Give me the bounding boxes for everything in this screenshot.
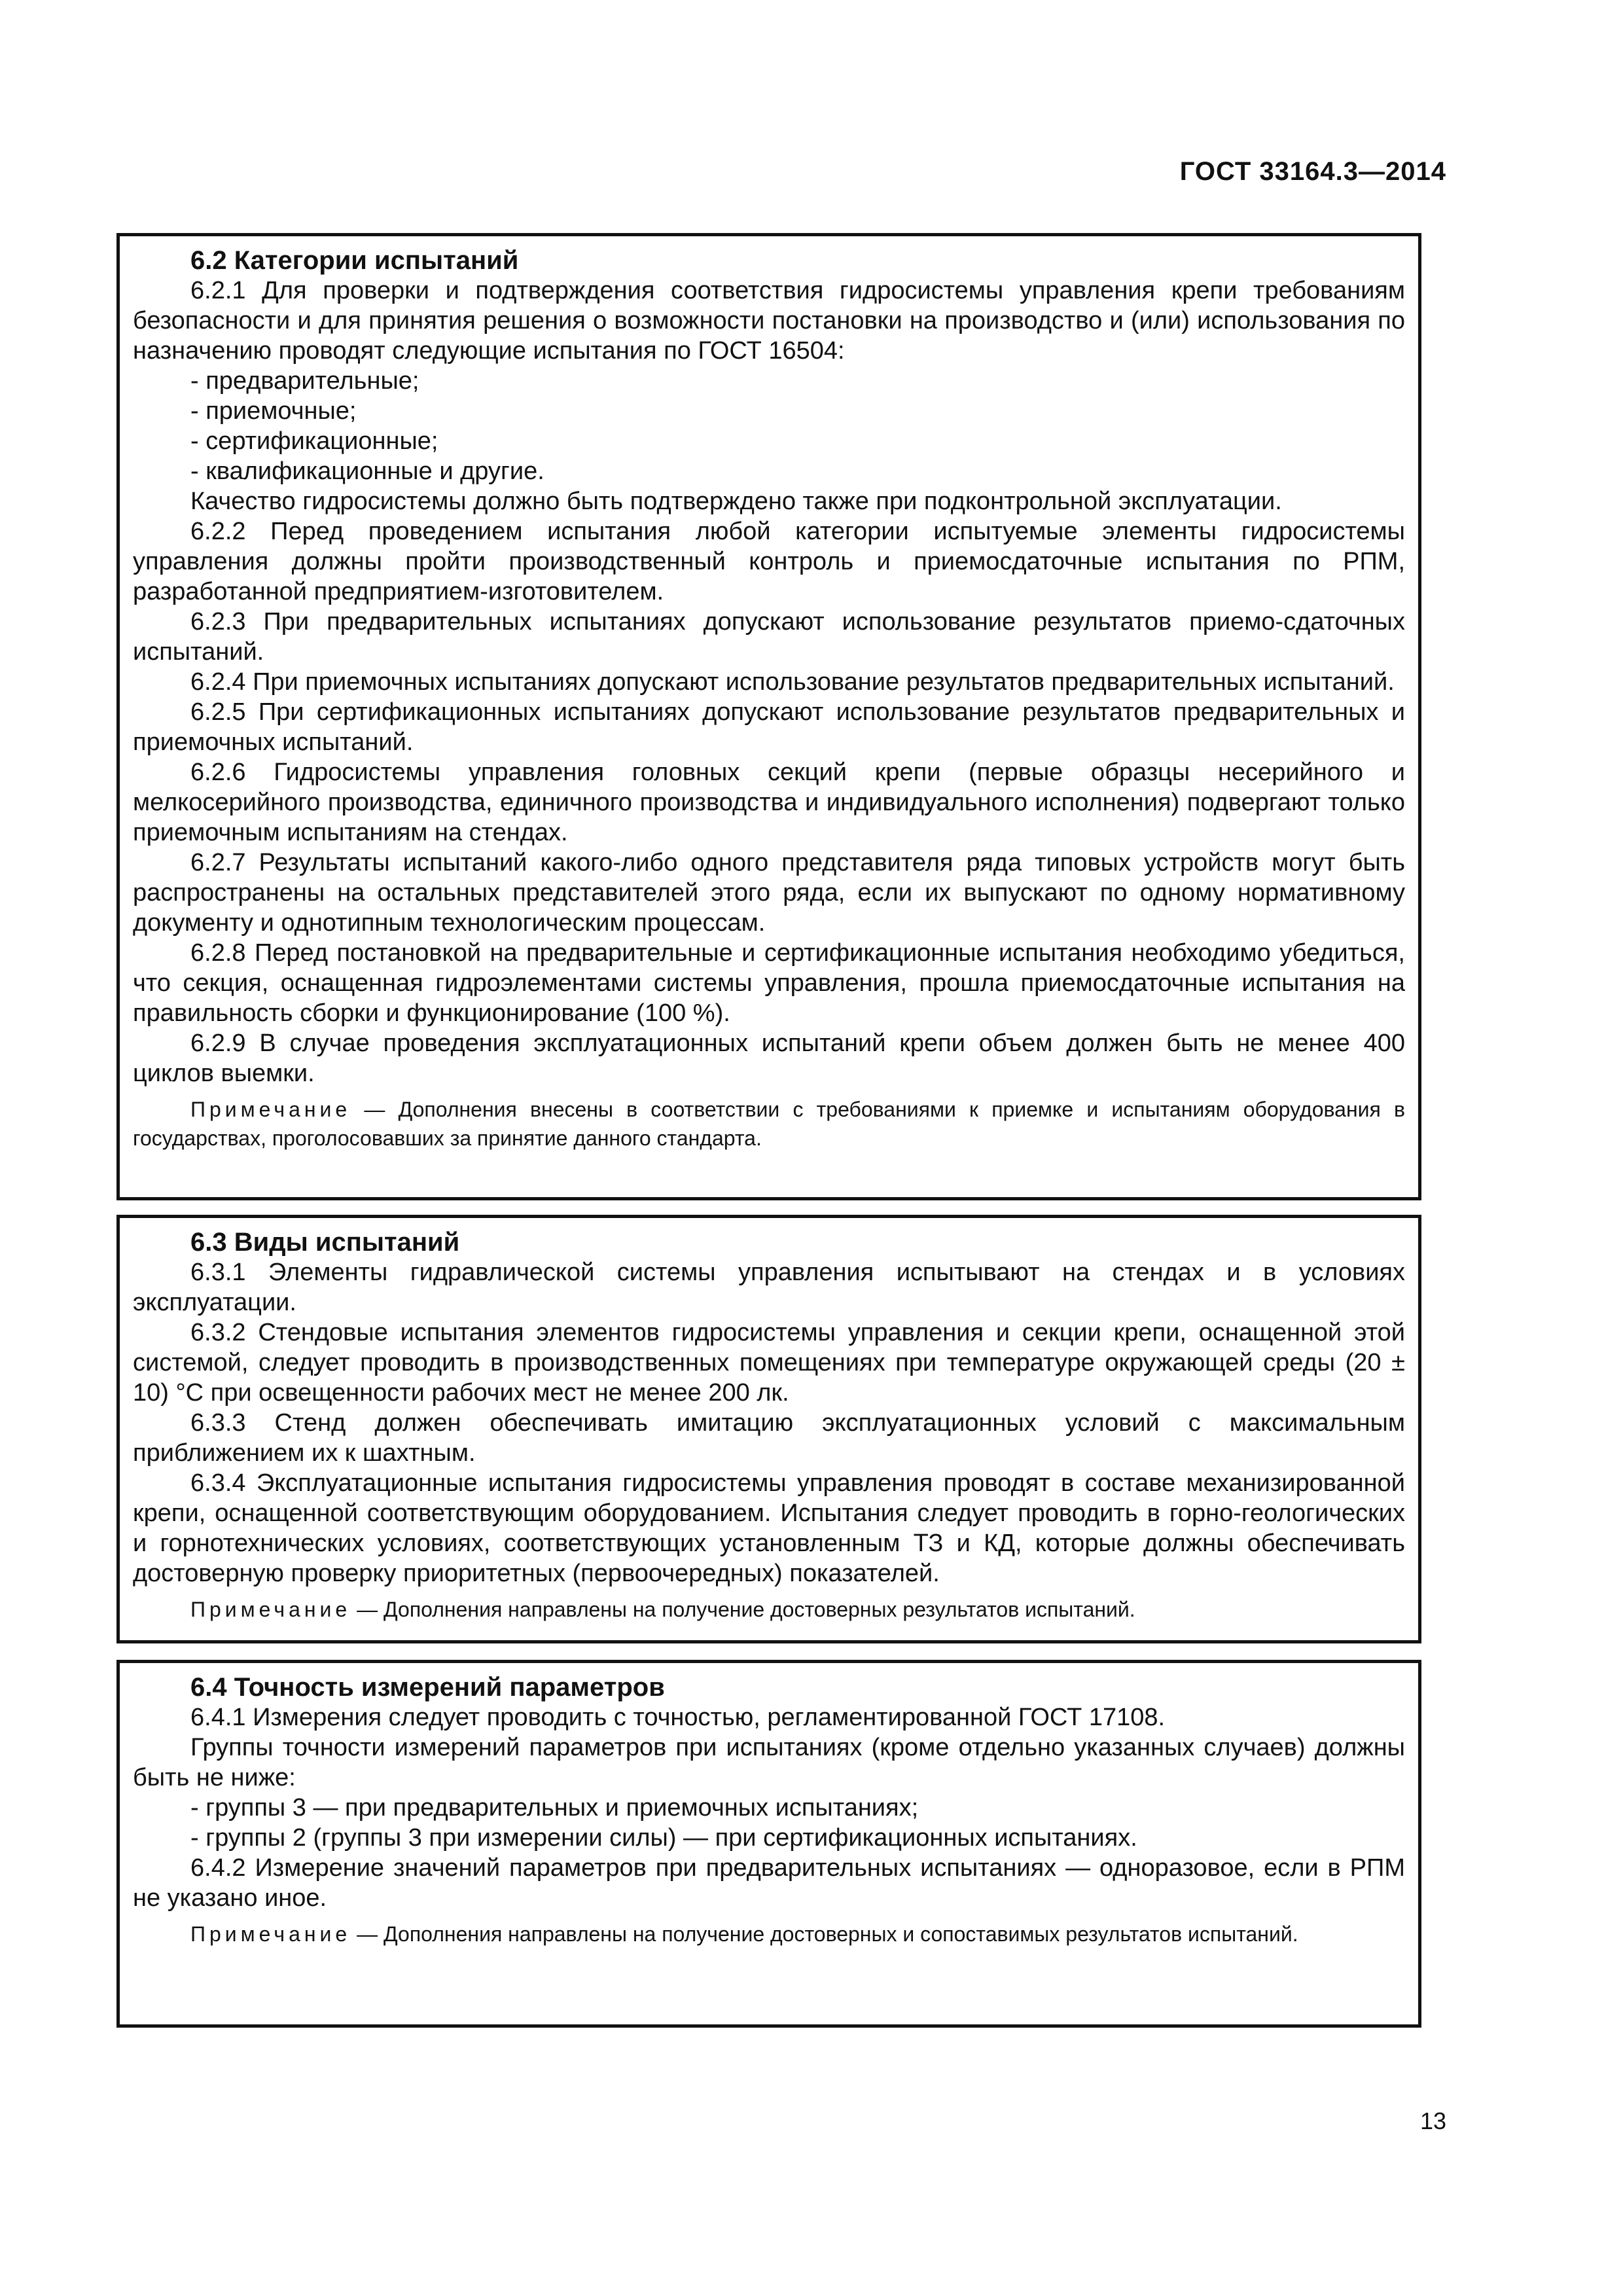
page-number: 13 xyxy=(1419,2108,1446,2134)
paragraph-6-3-4: 6.3.4 Эксплуатационные испытания гидросистемы управления проводят в составе механизированной крепи, оснащенной соответствующим оборудованием. Испытания следует проводить в горно-геологических и горнотехнических условиях, соответствующих установленным ТЗ и КД, которые должны обеспечивать достоверную проверку приоритетных (первоочередных) показателей. xyxy=(133,1469,1405,1587)
paragraph-6-2-5: 6.2.5 При сертификационных испытаниях допускают использование результатов предварительных и приемочных испытаний. xyxy=(133,698,1405,756)
note-label: Примечание xyxy=(190,1922,351,1946)
section-note xyxy=(133,1920,1405,1948)
paragraph-6-4-2: 6.4.2 Измерение значений параметров при предварительных испытаниях — одноразовое, если в РПМ не указано иное. xyxy=(133,1854,1405,1912)
list-item: - квалификационные и другие. xyxy=(190,457,544,485)
list-item: - сертификационные; xyxy=(190,427,438,455)
section-note xyxy=(133,1095,1405,1153)
paragraph-6-2-4: 6.2.4 При приемочных испытаниях допускают использование результатов предварительных испытаний. xyxy=(190,668,1395,696)
paragraph-6-2-1: 6.2.1 Для проверки и подтверждения соответствия гидросистемы управления крепи требованиям безопасности и для принятия решения о возможности постановки на производство и (или) использования по назначению проводят следующие испытания по ГОСТ 16504: xyxy=(133,277,1405,365)
paragraph-6-2-7: 6.2.7 Результаты испытаний какого-либо одного представителя ряда типовых устройств могут быть распространены на остальных представителей этого ряда, если их выпускают по одному нормативному документу и однотипным технологическим процессам. xyxy=(133,849,1405,937)
paragraph-6-2-2: 6.2.2 Перед проведением испытания любой категории испытуемые элементы гидросистемы управления должны пройти производственный контроль и приемосдаточные испытания по РПМ, разработанной предприятием-изготовителем. xyxy=(133,518,1405,605)
paragraph: Группы точности измерений параметров при испытаниях (кроме отдельно указанных случаев) должны быть не ниже: xyxy=(133,1734,1405,1791)
section-heading: 6.3 Виды испытаний xyxy=(190,1228,460,1257)
note-text: — Дополнения внесены в соответствии с требованиями к приемке и испытаниям оборудования в государствах, проголосовавших за принятие данного стандарта. xyxy=(133,1098,1405,1150)
note-label: Примечание xyxy=(190,1098,351,1121)
paragraph-6-2-9: 6.2.9 В случае проведения эксплуатационных испытаний крепи объем должен быть не менее 400 циклов выемки. xyxy=(133,1030,1405,1087)
paragraph-6-3-3: 6.3.3 Стенд должен обеспечивать имитацию эксплуатационных условий с максимальным приближением их к шахтным. xyxy=(133,1409,1405,1467)
section-heading: 6.2 Категории испытаний xyxy=(190,246,519,275)
list-item: - предварительные; xyxy=(190,367,419,395)
list-item: - приемочные; xyxy=(190,397,357,425)
note-text: — Дополнения направлены на получение достоверных результатов испытаний. xyxy=(351,1598,1135,1621)
section-6-2-box xyxy=(116,233,1421,1200)
paragraph-6-2-3: 6.2.3 При предварительных испытаниях допускают использование результатов приемо-сдаточных испытаний. xyxy=(133,608,1405,666)
paragraph-6-2-6: 6.2.6 Гидросистемы управления головных секций крепи (первые образцы несерийного и мелкосерийного производства, единичного производства и индивидуального исполнения) подвергают только приемочным испытаниям на стендах. xyxy=(133,759,1405,846)
section-6-3-box xyxy=(116,1215,1421,1643)
paragraph-6-4-1: 6.4.1 Измерения следует проводить с точностью, регламентированной ГОСТ 17108. xyxy=(190,1704,1166,1731)
note-label: Примечание xyxy=(190,1598,351,1621)
list-item: - группы 2 (группы 3 при измерении силы) — при сертификационных испытаниях. xyxy=(190,1824,1137,1852)
paragraph-6-2-8: 6.2.8 Перед постановкой на предварительные и сертификационные испытания необходимо убедиться, что секция, оснащенная гидроэлементами системы управления, прошла приемосдаточные испытания на правильность сборки и функционирование (100 %). xyxy=(133,939,1405,1027)
section-note xyxy=(133,1595,1405,1624)
list-item: - группы 3 — при предварительных и приемочных испытаниях; xyxy=(190,1794,919,1821)
document-header: ГОСТ 33164.3—2014 xyxy=(1179,157,1446,186)
paragraph-6-3-2: 6.3.2 Стендовые испытания элементов гидросистемы управления и секции крепи, оснащенной этой системой, следует проводить в производственных помещениях при температуре окружающей среды (20 ± 10) °С при освещенности рабочих мест не менее 200 лк. xyxy=(133,1319,1405,1407)
section-heading: 6.4 Точность измерений параметров xyxy=(190,1673,665,1702)
paragraph-6-3-1: 6.3.1 Элементы гидравлической системы управления испытывают на стендах и в условиях эксплуатации. xyxy=(133,1259,1405,1316)
note-text: — Дополнения направлены на получение достоверных и сопоставимых результатов испытаний. xyxy=(351,1922,1298,1946)
paragraph: Качество гидросистемы должно быть подтверждено также при подконтрольной эксплуатации. xyxy=(190,488,1282,515)
section-6-4-box xyxy=(116,1660,1421,2028)
